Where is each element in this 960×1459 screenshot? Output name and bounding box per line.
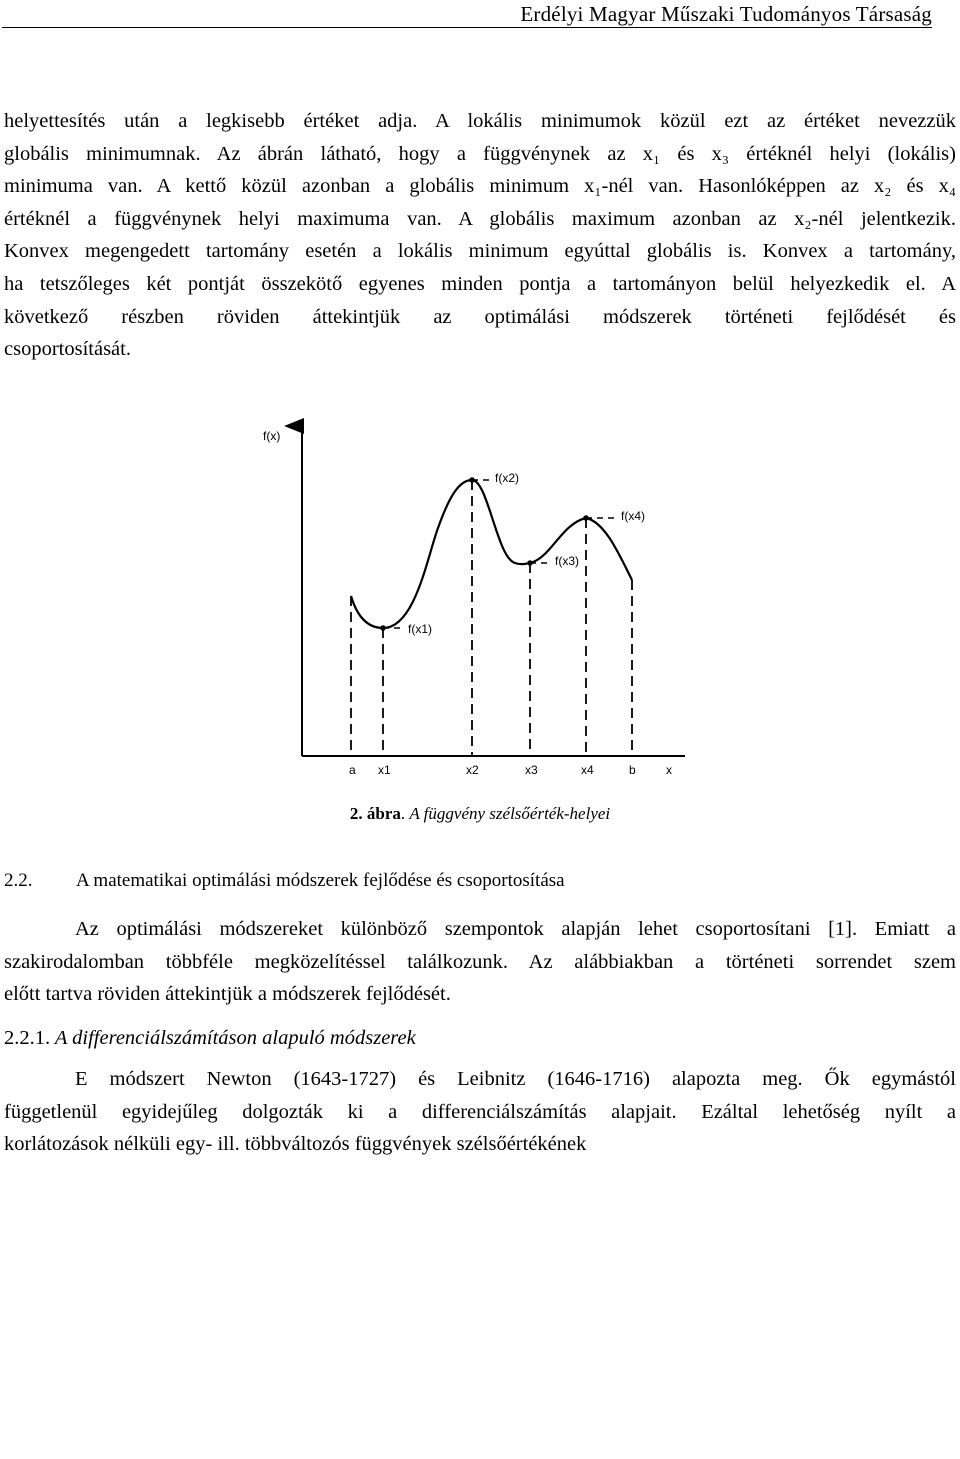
figure-caption <box>0 804 960 824</box>
subsection-heading <box>4 1027 416 1050</box>
point-x4 <box>583 515 589 521</box>
section-title: A matematikai optimálási módszerek fejlődése és csoportosítása <box>76 870 565 891</box>
paragraph-line: ha tetszőleges két pontját összekötő egyenes minden pontja a tartományon belül helyezkedik el. A <box>4 272 956 295</box>
paragraph-2 <box>4 913 956 1011</box>
x-tick-x2: x2 <box>466 763 479 777</box>
function-curve <box>351 480 632 628</box>
x-axis-label: x <box>666 763 672 777</box>
label-fx1: f(x1) <box>408 622 432 636</box>
function-extrema-figure <box>255 418 695 788</box>
point-x1 <box>380 625 386 631</box>
label-fx2: f(x2) <box>495 471 519 485</box>
paragraph-1 <box>4 105 956 366</box>
paragraph-line: csoportosítását. <box>4 338 131 361</box>
header-title: Erdélyi Magyar Műszaki Tudományos Társaság <box>520 2 932 26</box>
x-tick-x1: x1 <box>378 763 391 777</box>
subsection-title: A differenciálszámításon alapuló módszerek <box>54 1027 416 1049</box>
paragraph-line: Konvex megengedett tartomány esetén a lokális minimum egyúttal globális is. Konvex a tartomány, <box>4 240 956 263</box>
paragraph-line: előtt tartva röviden áttekintjük a módszerek fejlődését. <box>4 983 451 1006</box>
x-tick-a: a <box>349 763 356 777</box>
paragraph-line: következő részben röviden áttekintjük az optimálási módszerek történeti fejlődését és <box>4 305 956 328</box>
header-rule <box>2 27 932 28</box>
paragraph-3 <box>4 1063 956 1161</box>
point-x2 <box>469 477 475 483</box>
page-header <box>0 0 960 36</box>
paragraph-line: függetlenül egyidejűleg dolgozták ki a differenciálszámítás alapjait. Ezáltal lehetőség nyílt a <box>4 1100 956 1123</box>
paragraph-line: E módszert Newton (1643-1727) és Leibnitz (1646-1716) alapozta meg. Ők egymástól <box>75 1068 956 1090</box>
x-tick-b: b <box>629 763 636 777</box>
label-fx3: f(x3) <box>555 554 579 568</box>
point-x3 <box>527 560 533 566</box>
y-axis-label: f(x) <box>263 429 281 443</box>
paragraph-line: minimuma van. A kettő közül azonban a globális minimum x₁-nél van. Hasonlóképpen az x₂ és x₄ <box>4 175 956 198</box>
paragraph-line: globális minimumnak. Az ábrán látható, hogy a függvénynek az x₁ és x₃ értéknél helyi (lokális) <box>4 142 956 165</box>
paragraph-line: korlátozások nélküli egy- ill. többváltozós függvények szélsőértékének <box>4 1133 587 1156</box>
section-number: 2.2. <box>4 870 33 891</box>
x-tick-x3: x3 <box>525 763 538 777</box>
section-heading <box>4 870 565 892</box>
caption-separator: . <box>400 804 410 823</box>
subsection-number: 2.2.1. <box>4 1027 51 1049</box>
caption-text: A függvény szélsőérték-helyei <box>409 804 611 823</box>
caption-number: 2. ábra <box>349 804 401 823</box>
x-tick-x4: x4 <box>581 763 594 777</box>
function-plot <box>255 418 695 788</box>
paragraph-line: helyettesítés után a legkisebb értéket adja. A lokális minimumok közül ezt az értéket nevezzük <box>4 110 956 132</box>
label-fx4: f(x4) <box>621 509 645 523</box>
paragraph-line: értéknél a függvénynek helyi maximuma van. A globális maximum azonban az x₂-nél jelentkezik. <box>4 207 956 230</box>
paragraph-line: szakirodalomban többféle megközelítéssel találkozunk. Az alábbiakban a történeti sorrendet szem <box>4 950 956 973</box>
paragraph-line: Az optimálási módszereket különböző szempontok alapján lehet csoportosítani [1]. Emiatt a <box>75 918 956 940</box>
